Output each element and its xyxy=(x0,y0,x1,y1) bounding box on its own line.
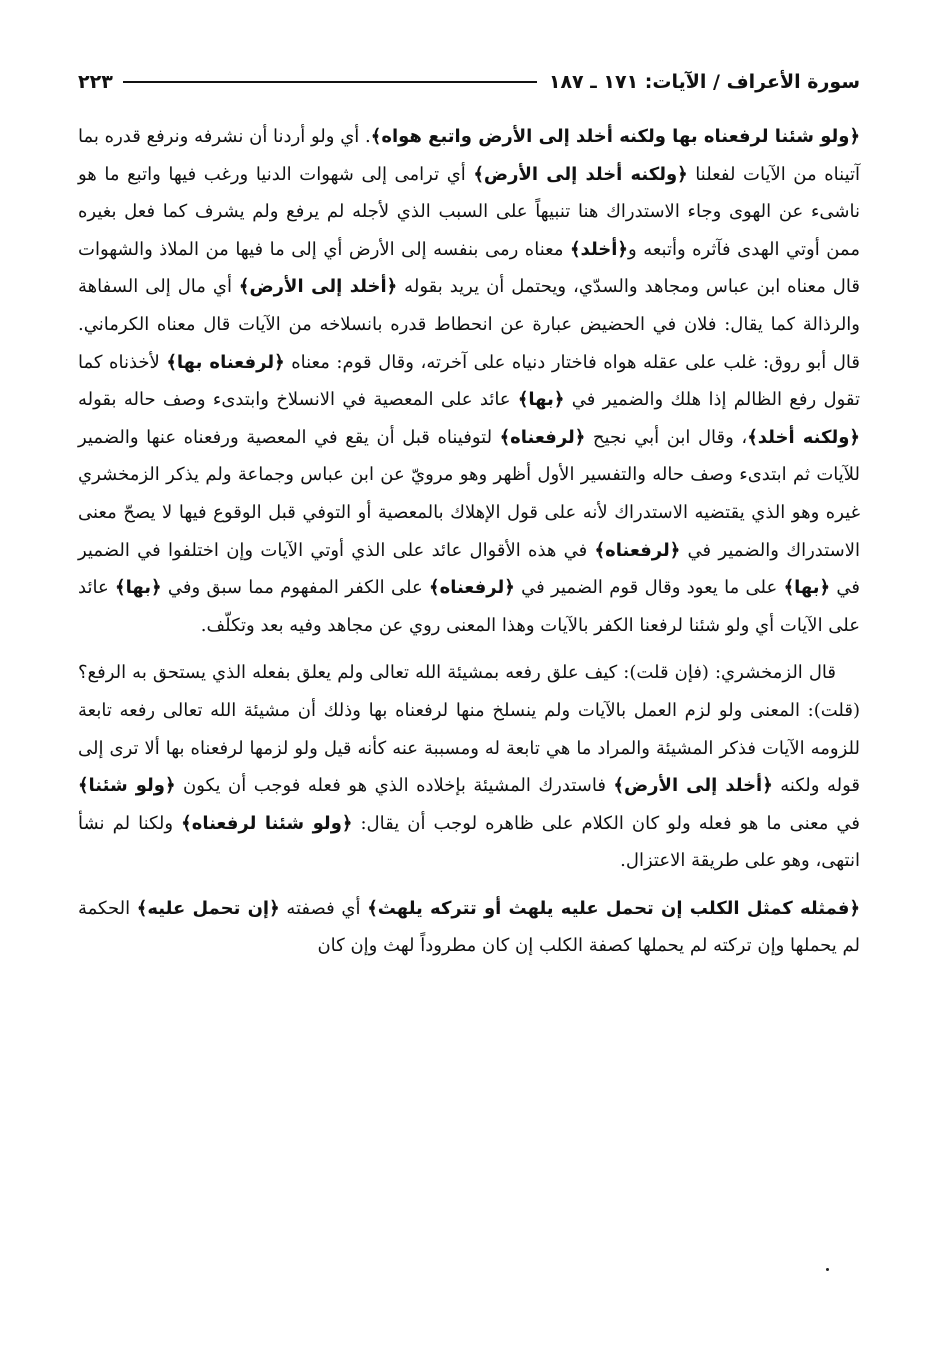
quran-quote: ﴿أخلد﴾ xyxy=(570,238,628,260)
commentary-text: في معنى ما هو فعله ولو كان الكلام على ظاهره لوجب أن يقال: xyxy=(352,812,861,834)
running-header xyxy=(78,64,860,100)
commentary-text: لتوفيناه قبل أن يقع في المعصية ورفعناه عنها والضمير للآيات ثم ابتدىء وصف حاله والتفسير الأول أظهر وهو مرويّ عن ابن عباس وجماعة ولم يذكر الزمخشري غيره وهو الذي يقتضيه الاستدراك لأنه على قول الإهلاك بالمعصية أو التوفي قبل الوقوع فيها لا يصحّ معنى الاستدراك والضمير في xyxy=(78,426,860,561)
quran-quote: ﴿بها﴾ xyxy=(783,577,831,599)
quran-quote: ﴿ولو شئنا﴾ xyxy=(78,775,176,797)
commentary-text: ولكنا لم نشأ انتهى، وهو على طريقة الاعتزال. xyxy=(78,812,860,872)
page-number: ٢٢٣ xyxy=(78,71,113,93)
commentary-text: ، وقال ابن أبي نجيح xyxy=(585,426,748,448)
page-body xyxy=(78,118,860,965)
commentary-text: قال الزمخشري: (فإن قلت): كيف علق رفعه بمشيئة الله تعالى ولم يعلق بفعله الذي يستحق به الرفع؟ (قلت): المعنى ولو لزم العمل بالآيات ولم ينسلخ منها لرفعناه بها وذلك أن مشيئة الله تعالى رفعه تابعة للزومه الآيات فذكر المشيئة والمراد ما هي تابعة له ومسببة عنه كأنه قيل ولو لزمها لرفعناه بها ألا ترى إلى قوله ولكنه xyxy=(78,662,861,797)
header-rule xyxy=(123,81,537,83)
commentary-text: فاستدرك المشيئة بإخلاده الذي هو فعله فوجب أن يكون xyxy=(175,775,614,797)
quran-quote: ﴿لرفعناه﴾ xyxy=(594,539,681,561)
speck-mark xyxy=(826,1268,829,1271)
commentary-text: على الكفر المفهوم مما سبق وفي xyxy=(161,577,430,599)
commentary-text: أي فصفته xyxy=(279,897,368,919)
commentary-text: معناه رمى بنفسه إلى الأرض أي إلى ما فيها من الملاذ والشهوات قال معناه ابن عباس ومجاهد والسدّي، ويحتمل أن يريد بقوله xyxy=(78,238,860,298)
commentary-text: الحكمة لم يحملها وإن تركته لم يحملها كصفة الكلب إن كان مطروداً لهث وإن كان xyxy=(78,897,860,957)
quran-quote: ﴿لرفعناه﴾ xyxy=(429,577,515,599)
commentary-text: في هذه الأقوال عائد على الذي أوتي الآيات وإن اختلفوا في الضمير في xyxy=(78,539,860,599)
quran-quote: ﴿أخلد إلى الأرض﴾ xyxy=(238,276,398,298)
commentary-text: أي مال إلى السفاهة والرذالة كما يقال: فلان في الحضيض عبارة عن انحطاط قدره بانسلاخه من الآيات قال معناه الكرماني. قال أبو روق: غلب على عقله هواه فاختار دنياه على آخرته، وقال قوم: معناه xyxy=(78,276,861,373)
quran-quote: ﴿لرفعناه بها﴾ xyxy=(166,351,285,373)
paragraph xyxy=(78,654,860,880)
quran-quote: ﴿بها﴾ xyxy=(517,389,565,411)
quran-quote: ﴿إن تحمل عليه﴾ xyxy=(136,897,280,919)
commentary-text: لأخذناه كما تقول رفع الظالم إذا هلك والضمير في xyxy=(78,351,860,411)
quran-quote: ﴿أخلد إلى الأرض﴾ xyxy=(613,775,773,797)
quran-quote: ﴿بها﴾ xyxy=(115,577,162,599)
commentary-text: أي ترامى إلى شهوات الدنيا ورغب فيها واتبع ما هو ناشىء عن الهوى وجاء الاستدراك هنا تنبيهاً على السبب الذي لأجله لم يرفع ولم يشرف كما فعل بغيره ممن أوتي الهدى فآثره وأتبعه و xyxy=(78,163,860,260)
commentary-text: عائد على المعصية في الانسلاخ وابتدىء وصف حاله بقوله xyxy=(78,389,518,411)
paragraph xyxy=(78,890,860,965)
quran-quote: ﴿ولو شئنا لرفعناه بها ولكنه أخلد إلى الأرض واتبع هواه﴾ xyxy=(370,126,860,147)
commentary-text: . أي ولو أردنا أن نشرفه ونرفع قدره بما آتيناه من الآيات لفعلنا xyxy=(78,126,861,185)
paragraph xyxy=(78,118,860,644)
quran-quote: ﴿فمثله كمثل الكلب إن تحمل عليه يلهث أو تتركه يلهث﴾ xyxy=(367,897,861,919)
quran-quote: ﴿ولو شئنا لرفعناه﴾ xyxy=(181,812,353,834)
commentary-text: على ما يعود وقال قوم الضمير في xyxy=(514,577,784,599)
quran-quote: ﴿لرفعناه﴾ xyxy=(499,426,586,448)
commentary-text: عائد على الآيات أي ولو شئنا لرفعنا الكفر بالآيات وهذا المعنى روي عن مجاهد وفيه بعد وتكلّف. xyxy=(78,577,860,636)
quran-quote: ﴿ولكنه أخلد إلى الأرض﴾ xyxy=(473,163,688,185)
quran-quote: ﴿ولكنه أخلد﴾ xyxy=(747,426,860,448)
header-title: سورة الأعراف / الآيات: ١٧١ ـ ١٨٧ xyxy=(548,71,860,93)
